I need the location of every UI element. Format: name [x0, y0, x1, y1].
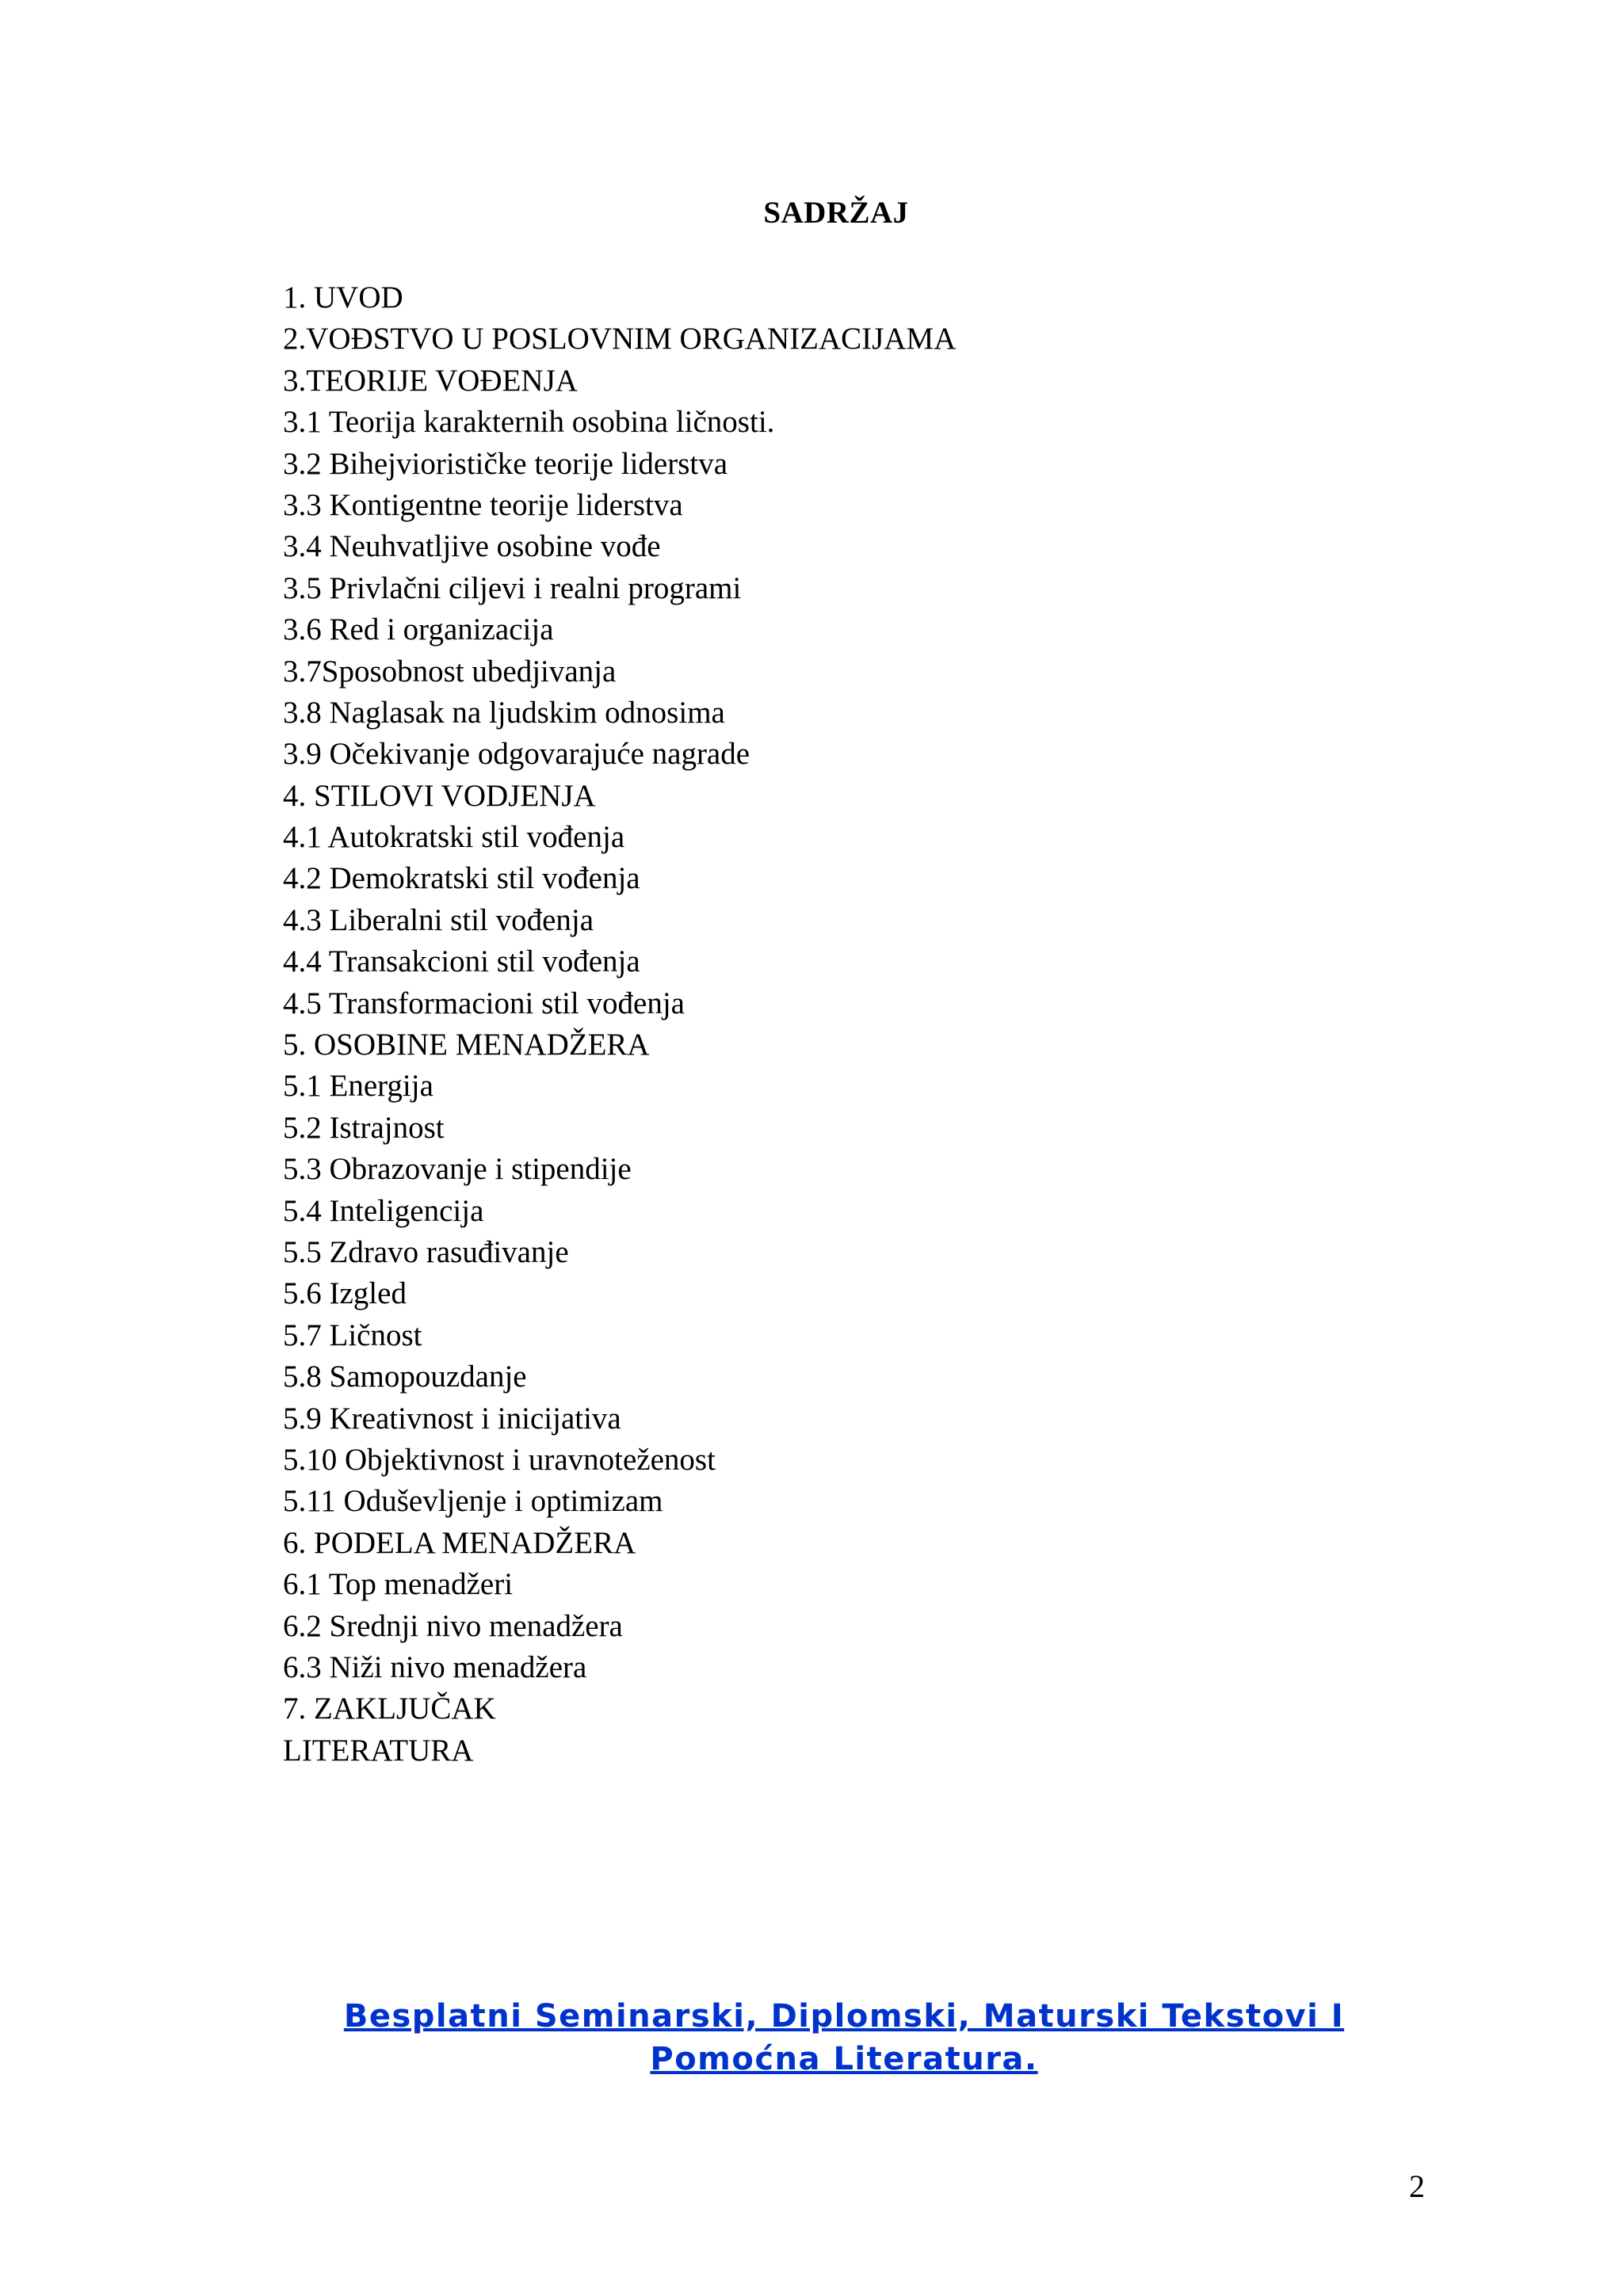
toc-entry: 3.3 Kontigentne teorije liderstva	[283, 487, 683, 522]
toc-entry: 5.1 Energija	[283, 1069, 433, 1104]
toc-entry: 4. STILOVI VODJENJA	[283, 778, 596, 813]
toc-entry: 3.TEORIJE VOĐENJA	[283, 363, 578, 398]
toc-entry: 5.8 Samopouzdanje	[283, 1360, 527, 1394]
toc-entry: 5.7 Ličnost	[283, 1318, 422, 1352]
toc-entry: 3.8 Naglasak na ljudskim odnosima	[283, 695, 725, 730]
toc-entry: 5.6 Izgled	[283, 1276, 407, 1311]
toc-entry: 3.4 Neuhvatljive osobine vođe	[283, 529, 661, 564]
page-number: 2	[1409, 2168, 1425, 2204]
toc-entry: 2.VOĐSTVO U POSLOVNIM ORGANIZACIJAMA	[283, 322, 957, 357]
toc-title: SADRŽAJ	[763, 196, 909, 230]
toc-entry: 4.4 Transakcioni stil vođenja	[283, 944, 640, 979]
toc-entry: 5.4 Inteligencija	[283, 1193, 484, 1228]
toc-entry: 3.9 Očekivanje odgovarajuće nagrade	[283, 737, 750, 772]
toc-entry: 6.1 Top menadžeri	[283, 1567, 514, 1602]
table-of-contents	[283, 277, 956, 1772]
footer-link-line-1: Besplatni Seminarski, Diplomski, Maturski Tekstovi I	[343, 1998, 1345, 2035]
toc-entry: 6.3 Niži nivo menadžera	[283, 1650, 587, 1684]
toc-entry: 3.6 Red i organizacija	[283, 612, 554, 647]
toc-entry: 5.5 Zdravo rasuđivanje	[283, 1234, 569, 1269]
toc-entry: 4.5 Transformacioni stil vođenja	[283, 986, 685, 1020]
toc-entry: 5.3 Obrazovanje i stipendije	[283, 1152, 632, 1187]
toc-entry: 1. UVOD	[283, 280, 403, 315]
free-literature-link[interactable]	[0, 1995, 1623, 2081]
toc-entry: LITERATURA	[283, 1733, 474, 1768]
toc-entry: 6.2 Srednji nivo menadžera	[283, 1608, 623, 1643]
toc-entry: 3.7Sposobnost ubedjivanja	[283, 654, 617, 688]
toc-entry: 3.2 Bihejviorističke teorije liderstva	[283, 446, 728, 481]
toc-entry: 4.3 Liberalni stil vođenja	[283, 902, 594, 937]
toc-entry: 3.1 Teorija karakternih osobina ličnosti.	[283, 405, 775, 440]
toc-entry: 5. OSOBINE MENADŽERA	[283, 1028, 650, 1062]
toc-entry: 5.2 Istrajnost	[283, 1110, 445, 1145]
toc-entry: 5.9 Kreativnost i inicijativa	[283, 1401, 621, 1436]
toc-entry: 6. PODELA MENADŽERA	[283, 1525, 636, 1560]
toc-entry: 5.11 Oduševljenje i optimizam	[283, 1484, 663, 1519]
toc-entry: 5.10 Objektivnost i uravnoteženost	[283, 1442, 716, 1477]
toc-entry: 3.5 Privlačni ciljevi i realni programi	[283, 570, 742, 605]
footer-link-line-2: Pomoćna Literatura.	[650, 2041, 1038, 2077]
toc-entry: 4.1 Autokratski stil vođenja	[283, 820, 625, 855]
toc-entry: 4.2 Demokratski stil vođenja	[283, 861, 640, 896]
toc-entry: 7. ZAKLJUČAK	[283, 1691, 496, 1726]
